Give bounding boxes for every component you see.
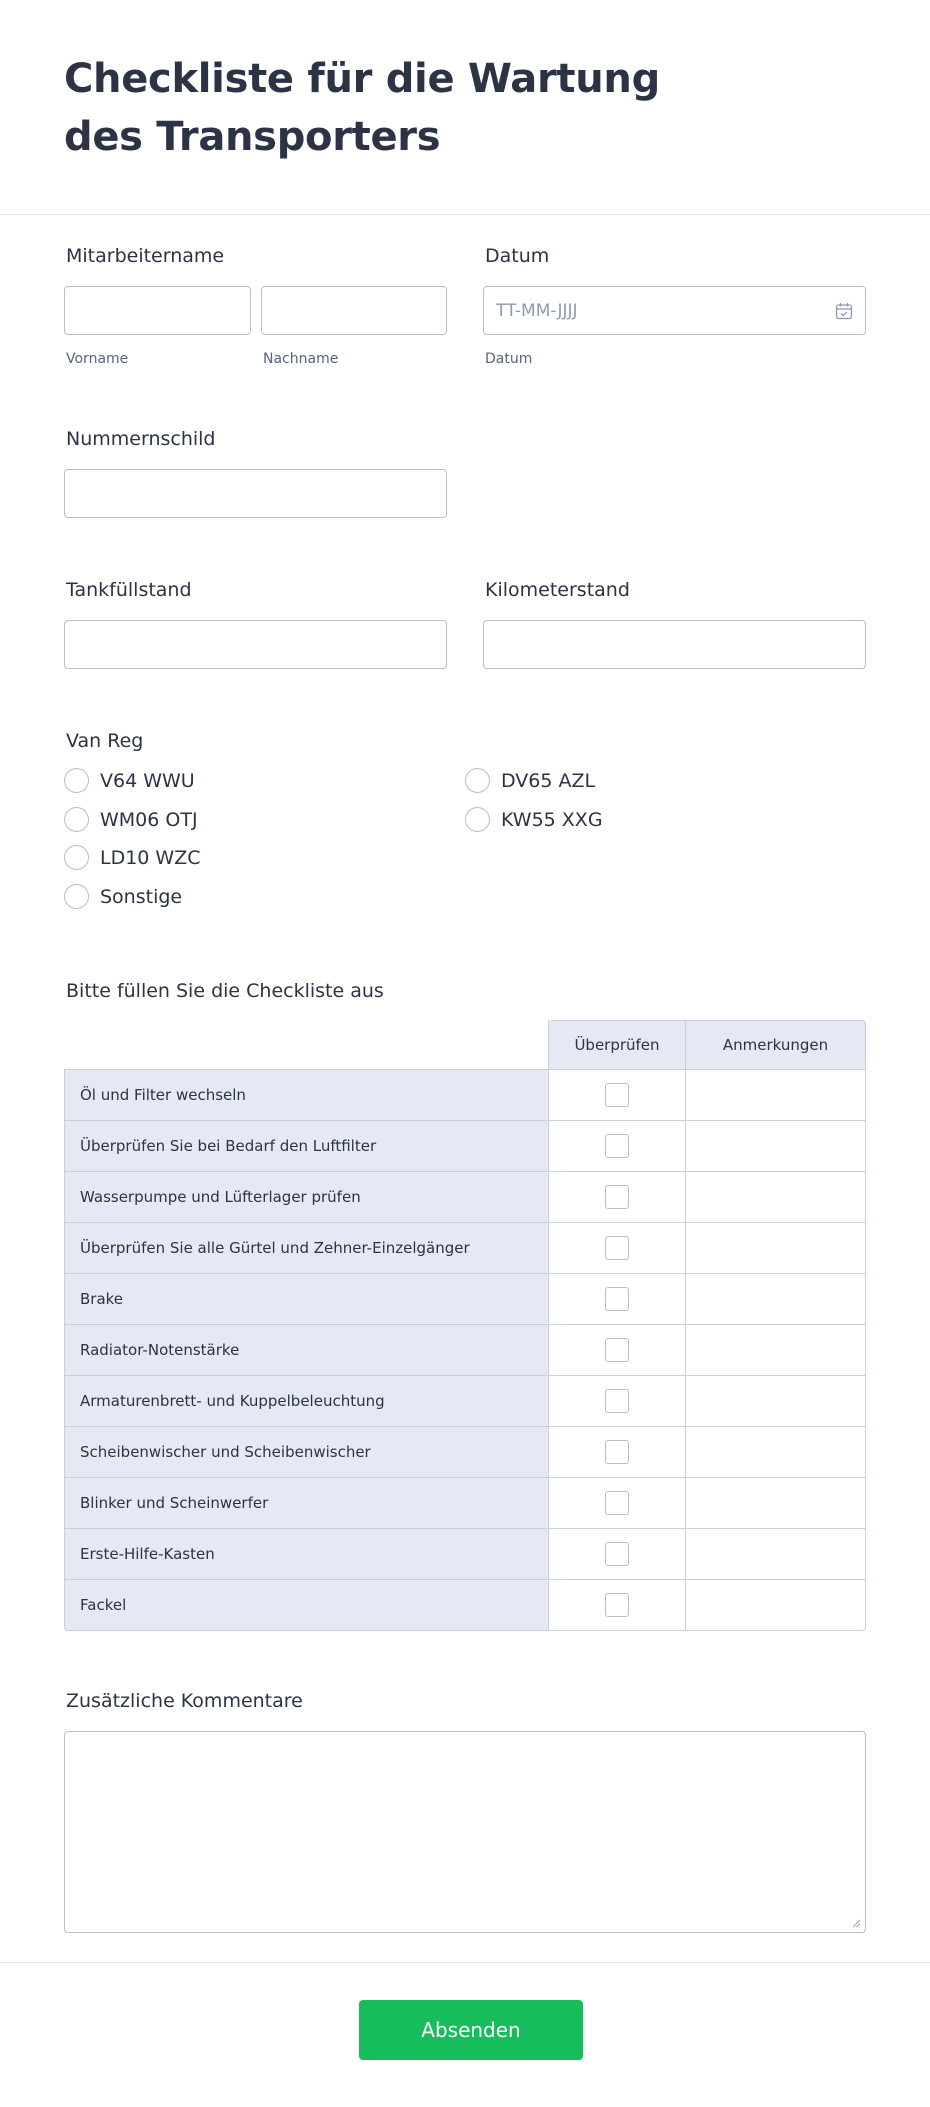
radio-option[interactable] <box>465 768 595 793</box>
first-name-sublabel: Vorname <box>66 351 129 367</box>
notes-cell[interactable] <box>686 1325 866 1376</box>
checkbox[interactable] <box>605 1338 629 1362</box>
checklist-item-label: Überprüfen Sie alle Gürtel und Zehner-Einzelgänger <box>64 1223 549 1274</box>
checklist-item-label: Scheibenwischer und Scheibenwischer <box>64 1427 549 1478</box>
notes-cell[interactable] <box>686 1070 866 1121</box>
table-row <box>64 1070 866 1121</box>
table-row <box>64 1274 866 1325</box>
radio-label: Sonstige <box>100 885 183 908</box>
column-header: Überprüfen <box>549 1020 686 1070</box>
radio-label: LD10 WZC <box>100 846 201 869</box>
last-name-field[interactable] <box>261 286 447 335</box>
radio-label: WM06 OTJ <box>100 808 198 831</box>
radio-button[interactable] <box>465 768 490 793</box>
date-sublabel: Datum <box>485 351 533 367</box>
form-title: Checkliste für die Wartung des Transporters <box>64 56 660 160</box>
notes-cell[interactable] <box>686 1172 866 1223</box>
table-row <box>64 1529 866 1580</box>
submit-button[interactable]: Absenden <box>359 2000 583 2060</box>
column-header: Anmerkungen <box>686 1020 866 1070</box>
notes-cell[interactable] <box>686 1427 866 1478</box>
fuel-input[interactable] <box>65 621 446 668</box>
check-cell <box>549 1325 686 1376</box>
radio-button[interactable] <box>64 768 89 793</box>
notes-cell[interactable] <box>686 1121 866 1172</box>
checklist-item-label: Öl und Filter wechseln <box>64 1070 549 1121</box>
checklist-item-label: Radiator-Notenstärke <box>64 1325 549 1376</box>
checklist-item-label: Brake <box>64 1274 549 1325</box>
footer-divider <box>0 1962 930 1963</box>
checkbox[interactable] <box>605 1491 629 1515</box>
check-cell <box>549 1121 686 1172</box>
radio-button[interactable] <box>64 807 89 832</box>
check-cell <box>549 1274 686 1325</box>
checkbox[interactable] <box>605 1440 629 1464</box>
plate-input[interactable] <box>65 470 446 517</box>
checklist-table <box>64 1020 866 1631</box>
checklist-item-label: Wasserpumpe und Lüfterlager prüfen <box>64 1172 549 1223</box>
check-cell <box>549 1070 686 1121</box>
radio-option[interactable] <box>465 807 603 832</box>
notes-cell[interactable] <box>686 1274 866 1325</box>
radio-button[interactable] <box>64 884 89 909</box>
check-cell <box>549 1427 686 1478</box>
comments-textarea[interactable] <box>64 1731 866 1933</box>
check-cell <box>549 1376 686 1427</box>
notes-cell[interactable] <box>686 1529 866 1580</box>
checkbox[interactable] <box>605 1134 629 1158</box>
checkbox[interactable] <box>605 1593 629 1617</box>
fuel-label: Tankfüllstand <box>66 579 192 601</box>
table-row <box>64 1427 866 1478</box>
check-cell <box>549 1580 686 1631</box>
radio-button[interactable] <box>64 845 89 870</box>
table-row <box>64 1172 866 1223</box>
mileage-input[interactable] <box>484 621 865 668</box>
last-name-input[interactable] <box>262 287 446 334</box>
first-name-input[interactable] <box>65 287 250 334</box>
checklist-item-label: Armaturenbrett- und Kuppelbeleuchtung <box>64 1376 549 1427</box>
checkbox[interactable] <box>605 1287 629 1311</box>
check-cell <box>549 1529 686 1580</box>
checkbox[interactable] <box>605 1542 629 1566</box>
notes-cell[interactable] <box>686 1580 866 1631</box>
radio-label: V64 WWU <box>100 769 195 792</box>
last-name-sublabel: Nachname <box>263 351 339 367</box>
check-cell <box>549 1172 686 1223</box>
radio-option[interactable] <box>64 768 195 793</box>
resize-handle-icon[interactable] <box>851 1918 861 1928</box>
check-cell <box>549 1223 686 1274</box>
table-row <box>64 1376 866 1427</box>
radio-option[interactable] <box>64 884 182 909</box>
notes-cell[interactable] <box>686 1376 866 1427</box>
mileage-label: Kilometerstand <box>485 579 630 601</box>
radio-option[interactable] <box>64 845 201 870</box>
date-input[interactable] <box>484 287 865 334</box>
employee-name-label: Mitarbeitername <box>66 245 225 267</box>
calendar-icon[interactable] <box>835 302 853 320</box>
mileage-field[interactable] <box>483 620 866 669</box>
table-row <box>64 1478 866 1529</box>
table-row <box>64 1580 866 1631</box>
plate-field[interactable] <box>64 469 447 518</box>
table-row <box>64 1223 866 1274</box>
checkbox[interactable] <box>605 1083 629 1107</box>
date-label: Datum <box>485 245 550 267</box>
checklist-label: Bitte füllen Sie die Checkliste aus <box>66 980 384 1002</box>
table-corner <box>64 1020 549 1070</box>
date-field[interactable] <box>483 286 866 335</box>
check-cell <box>549 1478 686 1529</box>
notes-cell[interactable] <box>686 1478 866 1529</box>
checklist-item-label: Blinker und Scheinwerfer <box>64 1478 549 1529</box>
radio-label: DV65 AZL <box>501 769 596 792</box>
notes-cell[interactable] <box>686 1223 866 1274</box>
table-row <box>64 1325 866 1376</box>
checklist-item-label: Fackel <box>64 1580 549 1631</box>
checkbox[interactable] <box>605 1389 629 1413</box>
radio-option[interactable] <box>64 807 198 832</box>
checkbox[interactable] <box>605 1236 629 1260</box>
comments-label: Zusätzliche Kommentare <box>66 1690 303 1712</box>
form-header <box>0 0 930 215</box>
van-reg-label: Van Reg <box>66 730 144 752</box>
fuel-field[interactable] <box>64 620 447 669</box>
checklist-item-label: Überprüfen Sie bei Bedarf den Luftfilter <box>64 1121 549 1172</box>
first-name-field[interactable] <box>64 286 251 335</box>
table-row <box>64 1121 866 1172</box>
plate-label: Nummernschild <box>66 428 216 450</box>
radio-label: KW55 XXG <box>501 808 603 831</box>
checkbox[interactable] <box>605 1185 629 1209</box>
radio-button[interactable] <box>465 807 490 832</box>
checklist-item-label: Erste-Hilfe-Kasten <box>64 1529 549 1580</box>
